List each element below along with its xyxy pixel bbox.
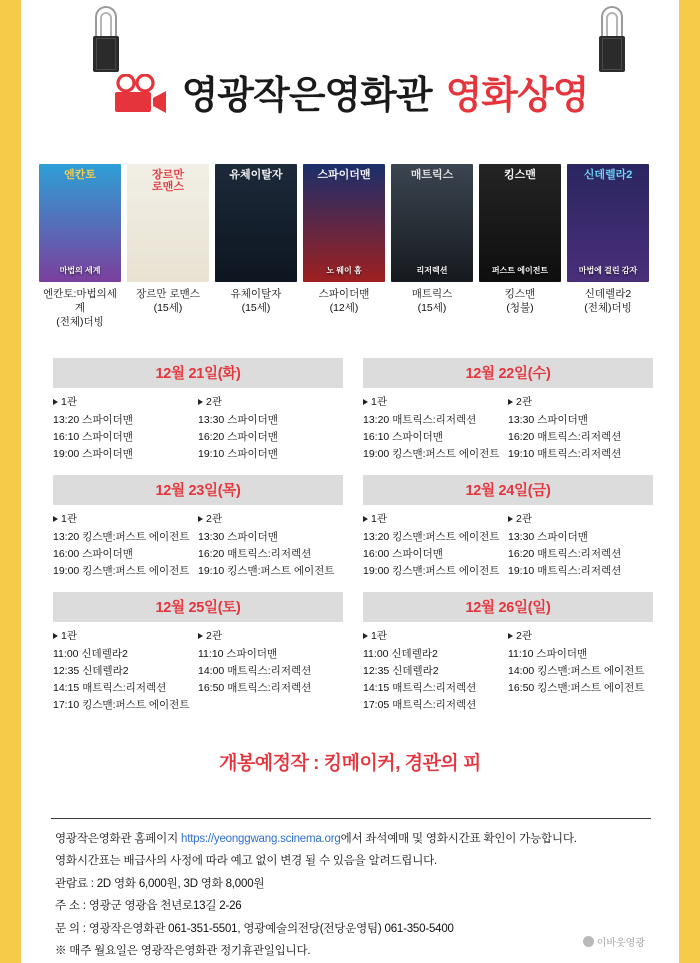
schedule-day: [363, 592, 653, 714]
showtime-entry[interactable]: 19:10 킹스맨:퍼스트 에이전트: [198, 565, 335, 577]
showtime-entry[interactable]: 19:00 스파이더맨: [53, 448, 133, 460]
movie-poster-subtitle: 퍼스트 에이전트: [491, 266, 549, 276]
hall-label: [53, 394, 198, 409]
hall-label: [363, 511, 508, 526]
triangle-bullet-icon: [53, 399, 58, 405]
movie-item[interactable]: [39, 164, 121, 330]
hall-column: [363, 511, 508, 580]
movie-poster-title: 장르만 로맨스: [152, 169, 184, 193]
movie-poster-title: 유체이탈자: [229, 169, 283, 181]
hall-label: [198, 628, 343, 643]
showtime-entry[interactable]: 13:30 스파이더맨: [198, 531, 278, 543]
triangle-bullet-icon: [508, 516, 513, 522]
page-title-accent: 영화상영: [445, 75, 589, 117]
movie-poster-subtitle: [127, 276, 209, 282]
brand-dot-icon: [583, 936, 594, 947]
hall-column: [508, 511, 653, 580]
showtime-entry[interactable]: 16:20 매트릭스:리저렉션: [198, 548, 312, 560]
hall-column: [508, 394, 653, 463]
hall-columns: [363, 511, 653, 580]
showtime-entry[interactable]: 13:30 스파이더맨: [508, 531, 588, 543]
showtime-entry[interactable]: 13:20 스파이더맨: [53, 414, 133, 426]
footer-line-price: 관람료 : 2D 영화 6,000원, 3D 영화 8,000원: [55, 877, 265, 890]
footer-divider: [51, 818, 651, 819]
triangle-bullet-icon: [363, 399, 368, 405]
showtime-entry[interactable]: 13:30 스파이더맨: [508, 414, 588, 426]
hall-column: [363, 628, 508, 714]
triangle-bullet-icon: [198, 516, 203, 522]
showtime-entry[interactable]: 19:10 스파이더맨: [198, 448, 278, 460]
footer-line-contact: 문 의 : 영광작은영화관 061-351-5501, 영광예술의전당(전당운영팀) 061-350-5400: [55, 922, 454, 935]
movie-item[interactable]: [127, 164, 209, 330]
showtime-entry[interactable]: 16:10 스파이더맨: [363, 431, 443, 443]
hall-label: [508, 628, 653, 643]
showtime-entry[interactable]: 16:20 스파이더맨: [198, 431, 278, 443]
movie-poster-subtitle: 마법의 세계: [59, 266, 101, 276]
hall-label: [53, 628, 198, 643]
poster-header: [21, 60, 679, 132]
movie-poster-title: 스파이더맨: [317, 169, 371, 181]
movie-item[interactable]: [303, 164, 385, 330]
movie-item[interactable]: [479, 164, 561, 330]
movie-name-label: 유체이탈자 (15세): [230, 288, 282, 315]
showtime-entry[interactable]: 16:00 스파이더맨: [363, 548, 443, 560]
showtime-entry[interactable]: 11:00 신데렐라2: [363, 648, 438, 660]
movie-name-label: 스파이더맨 (12세): [318, 288, 370, 315]
hall-columns: [53, 511, 343, 580]
hall-columns: [53, 628, 343, 714]
schedule-day-header: 12월 26일(일): [363, 592, 653, 622]
hall-column: [198, 511, 343, 580]
brand-watermark: [583, 934, 645, 949]
showtime-entry[interactable]: 16:00 스파이더맨: [53, 548, 133, 560]
hall-columns: [363, 628, 653, 714]
movie-poster[interactable]: [39, 164, 121, 282]
triangle-bullet-icon: [198, 633, 203, 639]
showtime-entry[interactable]: 12:35 신데렐라2: [53, 665, 129, 677]
footer-homepage-post: 에서 좌석예매 및 영화시간표 확인이 가능합니다.: [340, 833, 577, 845]
hall-label-text: 1관: [61, 630, 77, 642]
schedule-day: [53, 475, 343, 580]
movie-poster[interactable]: [391, 164, 473, 282]
showtime-entry[interactable]: 16:10 스파이더맨: [53, 431, 133, 443]
hall-label: [198, 394, 343, 409]
hall-column: [363, 394, 508, 463]
movie-poster[interactable]: [479, 164, 561, 282]
showtime-entry[interactable]: 16:20 매트릭스:리저렉션: [508, 548, 622, 560]
footer-line-homepage: [55, 828, 655, 850]
showtime-entry[interactable]: 11:10 스파이더맨: [198, 648, 278, 660]
movie-poster[interactable]: [127, 164, 209, 282]
schedule-day-header: 12월 25일(토): [53, 592, 343, 622]
showtime-entry[interactable]: 14:15 매트릭스:리저렉션: [363, 682, 477, 694]
movie-poster-title: 킹스맨: [504, 169, 536, 181]
brand-label: 이바웃영광: [596, 938, 645, 949]
triangle-bullet-icon: [363, 516, 368, 522]
hall-label: [363, 394, 508, 409]
movie-poster-row: [39, 164, 661, 330]
hall-label-text: 2관: [206, 396, 222, 408]
hall-label-text: 1관: [371, 396, 387, 408]
hall-columns: [363, 394, 653, 463]
movie-poster-subtitle: [215, 276, 297, 282]
showtime-entry[interactable]: 16:50 매트릭스:리저렉션: [198, 682, 312, 694]
showtime-entry[interactable]: 19:00 킹스맨:퍼스트 에이전트: [363, 448, 500, 460]
movie-name-label: 킹스맨 (청불): [504, 288, 536, 315]
showtime-entry[interactable]: 17:05 매트릭스:리저렉션: [363, 699, 477, 711]
movie-poster-subtitle: 노 웨이 홈: [326, 266, 362, 276]
footer-line-notice: 영화시간표는 배급사의 사정에 따라 예고 없이 변경 될 수 있음을 알려드립니다.: [55, 855, 438, 868]
showtime-entry[interactable]: 14:00 킹스맨:퍼스트 에이전트: [508, 665, 645, 677]
showtime-entry[interactable]: 13:20 킹스맨:퍼스트 에이전트: [53, 531, 190, 543]
hall-label: [363, 628, 508, 643]
movie-poster-subtitle: 리저렉션: [416, 266, 448, 276]
showtime-entry[interactable]: 19:10 매트릭스:리저렉션: [508, 565, 622, 577]
page-title: 영광작은영화관: [181, 75, 432, 117]
hall-column: [508, 628, 653, 714]
hall-column: [198, 394, 343, 463]
movie-name-label: 장르만 로맨스 (15세): [136, 288, 200, 315]
hall-label: [508, 394, 653, 409]
homepage-link[interactable]: https://yeonggwang.scinema.org: [181, 833, 341, 845]
showtime-entry[interactable]: 19:10 매트릭스:리저렉션: [508, 448, 622, 460]
movie-name-label: 매트릭스 (15세): [411, 288, 453, 315]
schedule-day: [363, 475, 653, 580]
footer-line-address: 주 소 : 영광군 영광읍 천년로13길 2-26: [55, 900, 242, 913]
movie-item[interactable]: [567, 164, 649, 330]
hall-label-text: 2관: [516, 396, 532, 408]
schedule-day: [53, 358, 343, 463]
showtime-entry[interactable]: 12:35 신데렐라2: [363, 665, 439, 677]
triangle-bullet-icon: [508, 633, 513, 639]
movie-poster-title: 매트릭스: [410, 169, 454, 181]
schedule-day-header: 12월 21일(화): [53, 358, 343, 388]
triangle-bullet-icon: [363, 633, 368, 639]
hall-label-text: 2관: [206, 630, 222, 642]
hall-column: [53, 511, 198, 580]
movie-poster[interactable]: [303, 164, 385, 282]
showtime-entry[interactable]: 19:00 킹스맨:퍼스트 에이전트: [363, 565, 500, 577]
hall-columns: [53, 394, 343, 463]
schedule-day: [363, 358, 653, 463]
showtime-entry[interactable]: 11:00 신데렐라2: [53, 648, 128, 660]
hall-column: [198, 628, 343, 714]
showtime-entry[interactable]: 13:20 매트릭스:리저렉션: [363, 414, 477, 426]
hall-column: [53, 628, 198, 714]
movie-poster-subtitle: 마법에 걸린 감자: [578, 266, 638, 276]
showtime-entry[interactable]: 11:10 스파이더맨: [508, 648, 588, 660]
movie-poster[interactable]: [567, 164, 649, 282]
hall-label-text: 1관: [61, 513, 77, 525]
schedule-day: [53, 592, 343, 714]
showtime-entry[interactable]: 13:30 스파이더맨: [198, 414, 278, 426]
showtime-entry[interactable]: 16:50 킹스맨:퍼스트 에이전트: [508, 682, 645, 694]
schedule-day-header: 12월 23일(목): [53, 475, 343, 505]
showtime-entry[interactable]: 17:10 킹스맨:퍼스트 에이전트: [53, 699, 190, 711]
movie-name-label: 신데렐라2 (전체)더빙: [584, 288, 632, 315]
schedule-day-header: 12월 22일(수): [363, 358, 653, 388]
triangle-bullet-icon: [53, 516, 58, 522]
schedule-day-header: 12월 24일(금): [363, 475, 653, 505]
movie-name-label: 엔칸토:마법의세계 (전체)더빙: [43, 288, 117, 329]
hall-label-text: 2관: [516, 630, 532, 642]
footer-homepage-pre: 영광작은영화관 홈페이지: [55, 833, 181, 845]
showtime-entry[interactable]: 16:20 매트릭스:리저렉션: [508, 431, 622, 443]
movie-item[interactable]: [215, 164, 297, 330]
poster-sheet: [21, 0, 679, 963]
upcoming-movies: 개봉예정작 : 킹메이커, 경관의 피: [219, 753, 481, 774]
movie-poster[interactable]: [215, 164, 297, 282]
movie-item[interactable]: [391, 164, 473, 330]
hall-label-text: 1관: [371, 513, 387, 525]
hall-label: [53, 511, 198, 526]
showtime-entry[interactable]: 14:15 매트릭스:리저렉션: [53, 682, 167, 694]
hall-label: [198, 511, 343, 526]
hall-label-text: 1관: [61, 396, 77, 408]
showtime-entry[interactable]: 13:20 킹스맨:퍼스트 에이전트: [363, 531, 500, 543]
footer-info: [55, 828, 655, 963]
triangle-bullet-icon: [508, 399, 513, 405]
hall-label-text: 1관: [371, 630, 387, 642]
footer-line-closed: ※ 매주 월요일은 영광작은영화관 정기휴관일입니다.: [55, 945, 311, 958]
movie-poster-title: 엔칸토: [64, 169, 96, 181]
triangle-bullet-icon: [198, 399, 203, 405]
triangle-bullet-icon: [53, 633, 58, 639]
showtime-entry[interactable]: 14:00 매트릭스:리저렉션: [198, 665, 312, 677]
hall-label-text: 2관: [516, 513, 532, 525]
schedule-grid: [53, 358, 653, 714]
movie-poster-title: 신데렐라2: [583, 169, 633, 181]
hall-column: [53, 394, 198, 463]
movie-camera-icon: [112, 74, 168, 118]
hall-label: [508, 511, 653, 526]
showtime-entry[interactable]: 19:00 킹스맨:퍼스트 에이전트: [53, 565, 190, 577]
hall-label-text: 2관: [206, 513, 222, 525]
